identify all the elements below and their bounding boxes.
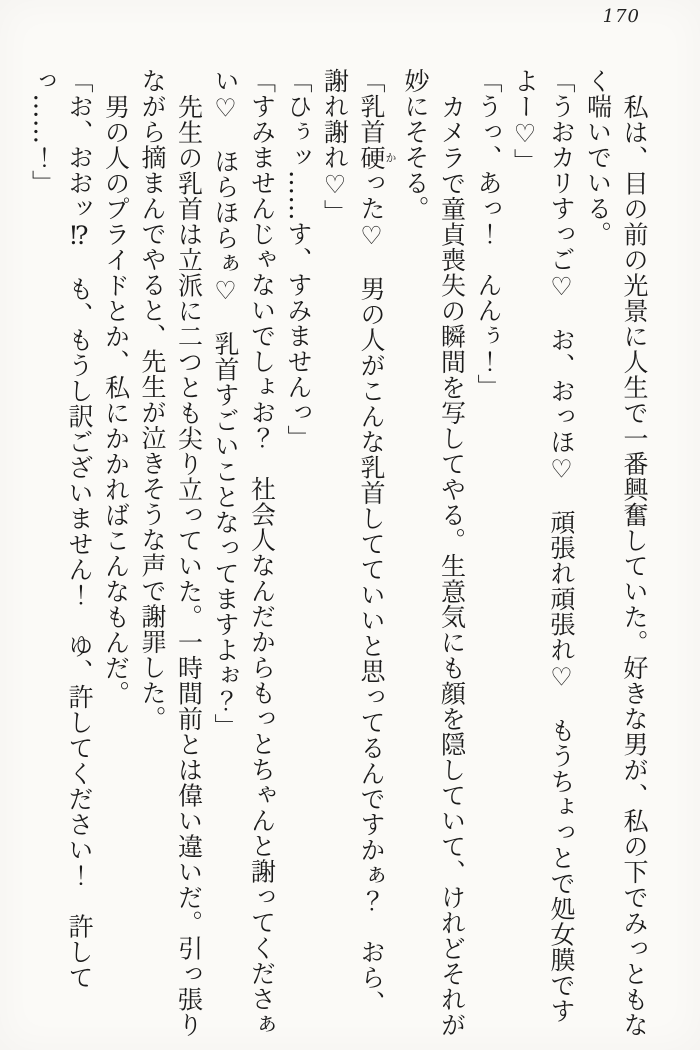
text-line: 先生の乳首は立派に二つとも尖り立っていた。一時間前とは偉い違いだ。引っ張りながら摘まんでやると、先生が泣きそうな声で謝罪した。 bbox=[138, 68, 204, 1037]
text-line: 「うおカリすっご♡ お、おっほ♡ 頑張れ頑張れ♡ もうちょっとで処女膜ですよー♡」 bbox=[510, 68, 576, 1024]
text-block bbox=[24, 68, 652, 1038]
text-line: 男の人のプライドとか、私にかかればこんなもんだ。 bbox=[101, 93, 131, 706]
text-line: 私は、目の前の光景に人生で一番興奮していた。好きな男が、私の下でみっともなく喘いでいる。 bbox=[583, 68, 649, 1037]
text-line: 「すみませんじゃないでしょお？ 社会人なんだからもっとちゃんと謝ってくださぁい♡ ほらほらぁ♡ 乳首すごいことなってますよぉ？」 bbox=[211, 68, 277, 1037]
text-line: 「お、おおッ⁉ も、もうし訳ございません！ ゆ、許してください！ 許してっ……！」 bbox=[28, 68, 94, 990]
text-line: 「乳首硬かった♡ 男の人がこんな乳首してていいと思ってるんですかぁ？ おら、謝れ謝れ♡」 bbox=[320, 68, 397, 1016]
text-line: 「ひぅッ……す、すみませんっ」 bbox=[284, 68, 313, 451]
ruby-annotated-kanji: 硬か bbox=[357, 144, 397, 170]
text-line: 「うっ、あっ！ んんぅ！」 bbox=[474, 68, 503, 400]
text-line: カメラで童貞喪失の瞬間を写してやる。生意気にも顔を隠していて、けれどそれが妙にそそる。 bbox=[401, 68, 467, 1037]
page-number: 170 bbox=[602, 6, 640, 27]
